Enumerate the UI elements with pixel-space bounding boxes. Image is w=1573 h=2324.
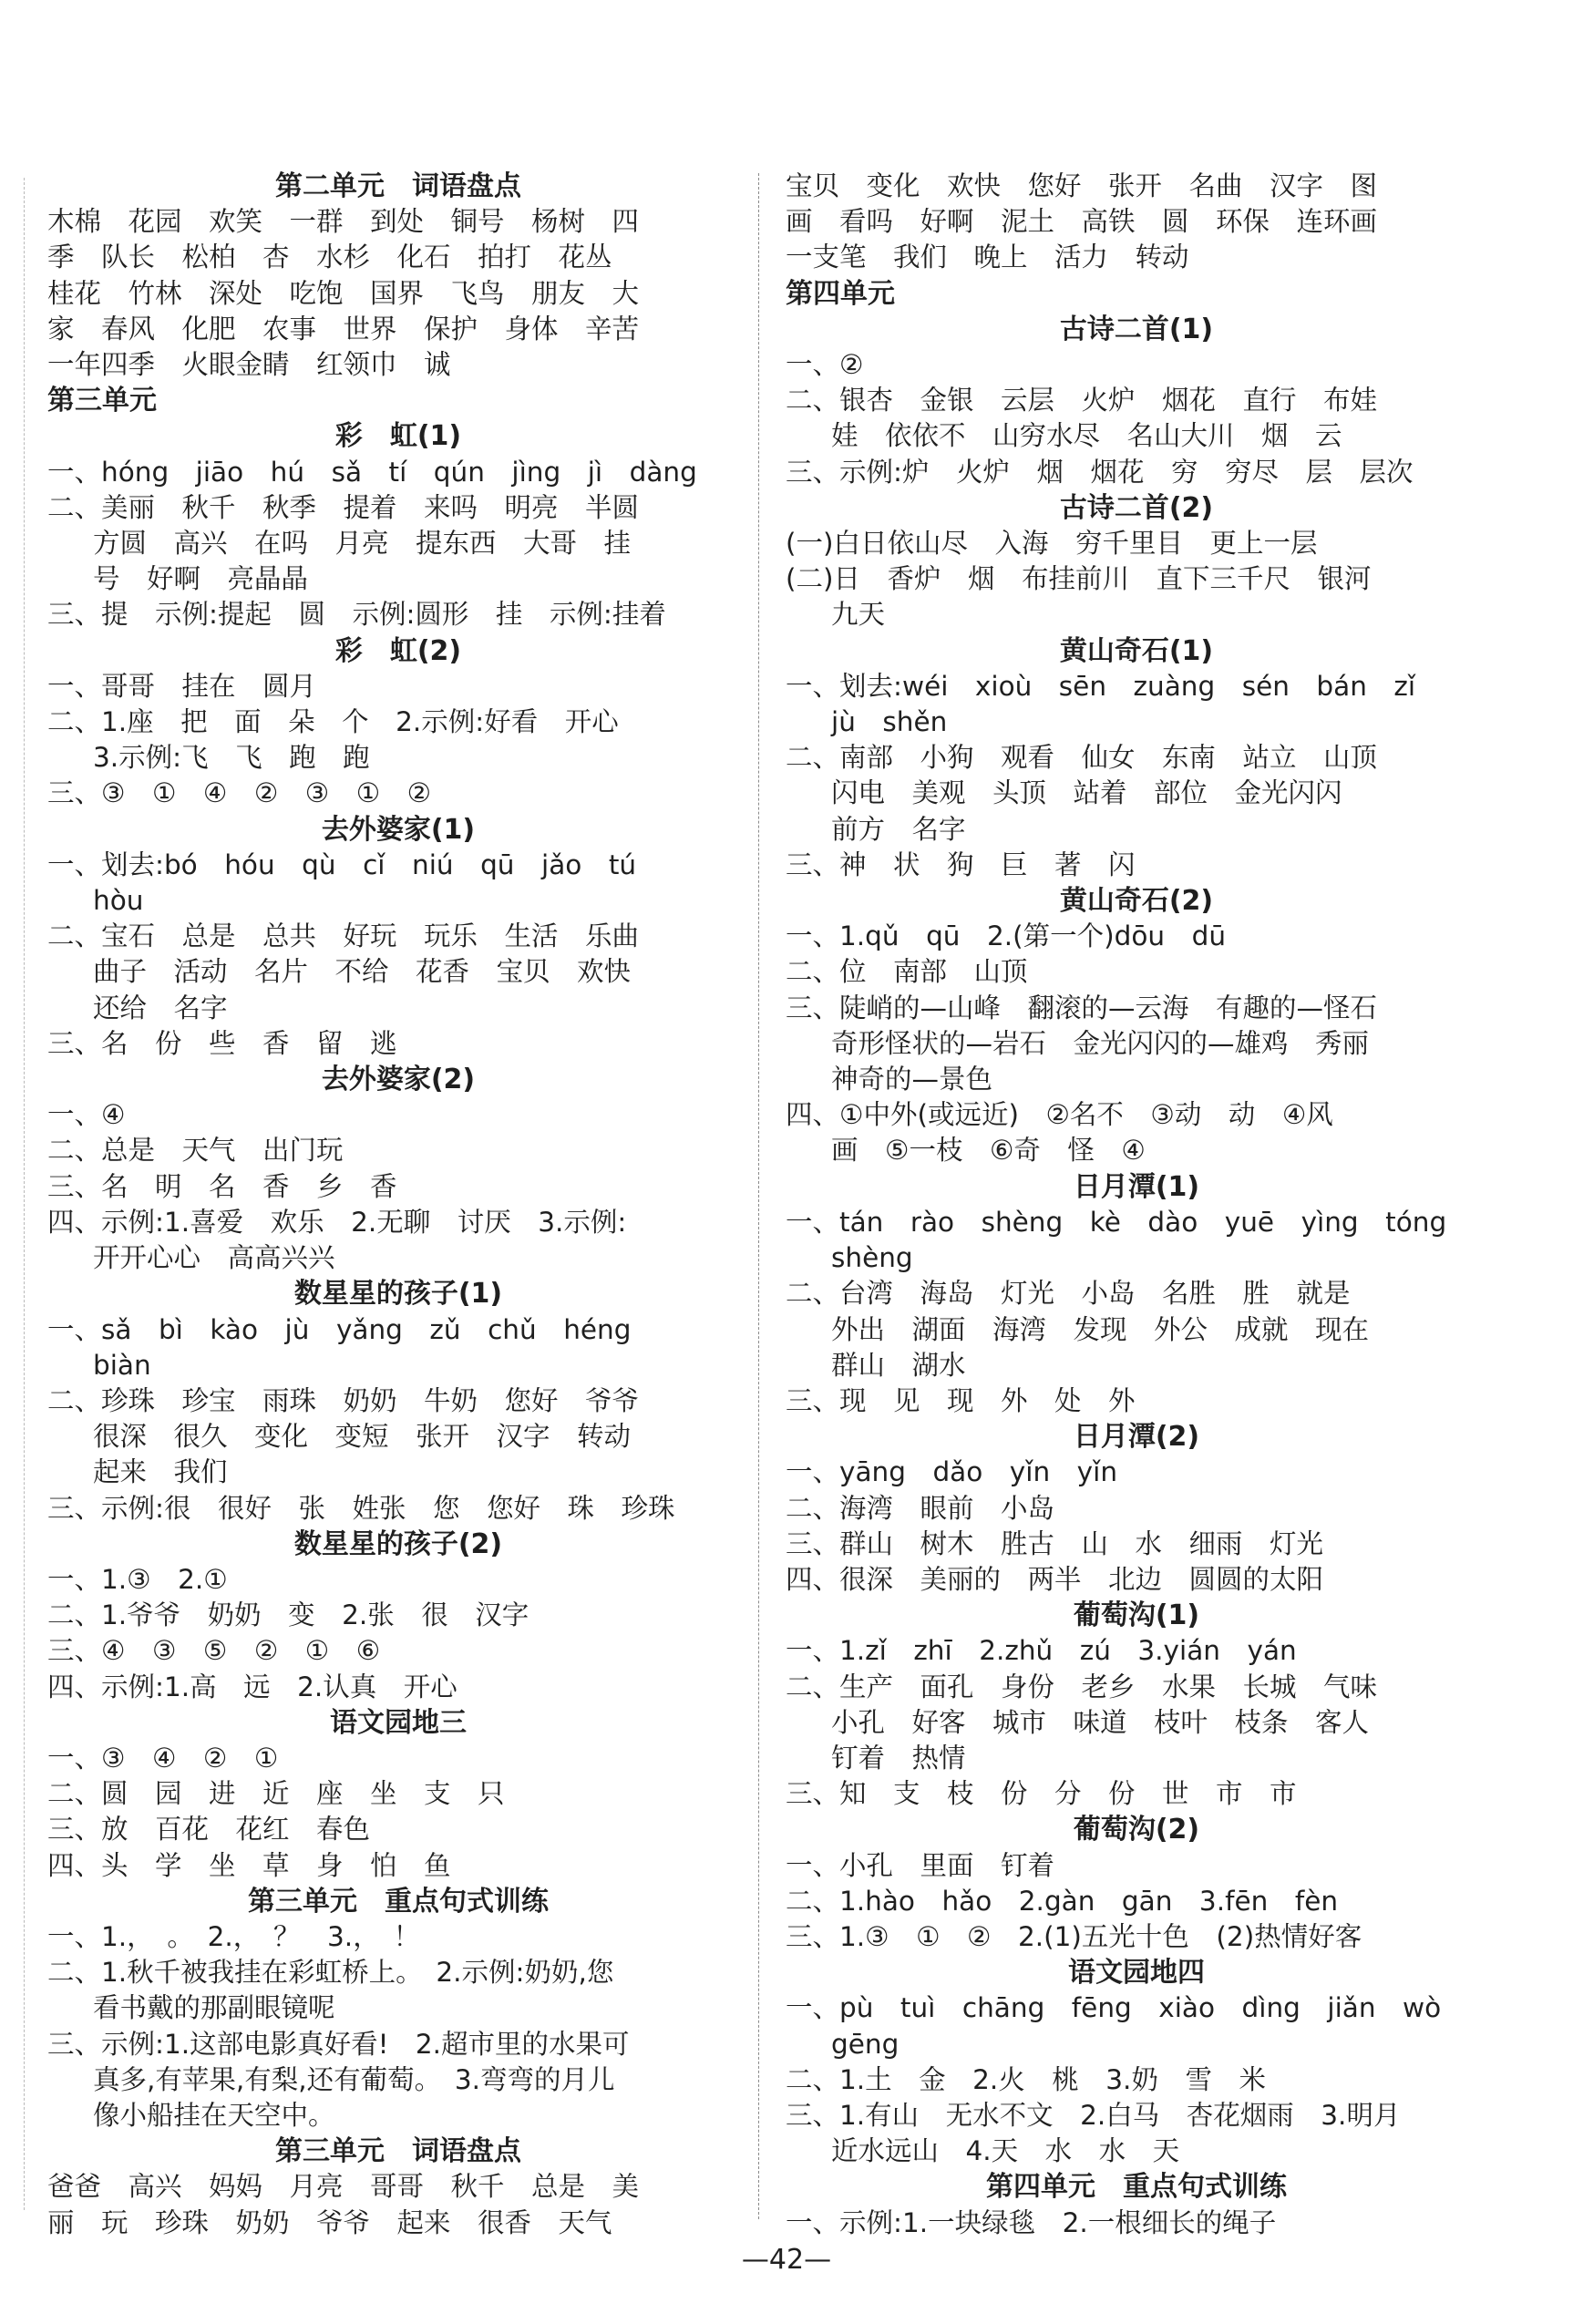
unit-heading: 第三单元 (47, 385, 157, 417)
answer-line: 三、示例:1.这部电影真好看! 2.超市里的水果可 (47, 2028, 630, 2060)
answer-line: 三、名 份 些 香 留 逃 (47, 1027, 397, 1059)
answer-line: 二、南部 小狗 观看 仙女 东南 站立 山顶 (786, 742, 1378, 774)
answer-continuation-line: 前方 名字 (831, 813, 966, 845)
answer-line: 木棉 花园 欢笑 一群 到处 铜号 杨树 四 (47, 206, 640, 238)
answer-continuation-line: shèng (831, 1242, 913, 1274)
lesson-heading: 彩 虹(1) (334, 420, 462, 453)
answer-line: 一、小孔 里面 钉着 (786, 1849, 1055, 1881)
answer-line: 一、③ ④ ② ① (47, 1742, 279, 1774)
lesson-heading: 第四单元 重点句式训练 (986, 2171, 1287, 2204)
answer-continuation-line: 钉着 热情 (831, 1742, 966, 1774)
answer-line: (二)日 香炉 烟 布挂前川 直下三千尺 银河 (786, 563, 1372, 595)
left-margin-rule (24, 178, 25, 2210)
answer-line: 三、1.③ ① ② 2.(1)五光十色 (2)热情好客 (786, 1920, 1362, 1952)
answer-line: 二、1.土 金 2.火 桃 3.奶 雪 米 (786, 2063, 1266, 2095)
lesson-heading: 葡萄沟(1) (1073, 1599, 1200, 1632)
answer-line: 季 队长 松柏 杏 水杉 化石 拍打 花丛 (47, 242, 612, 273)
lesson-heading: 第三单元 重点句式训练 (248, 1885, 549, 1918)
answer-line: 三、示例:很 很好 张 姓张 您 您好 珠 珍珠 (47, 1492, 675, 1524)
answer-line: 二、位 南部 山顶 (786, 956, 1028, 988)
answer-continuation-line: 起来 我们 (93, 1456, 228, 1488)
answer-continuation-line: 真多,有苹果,有梨,还有葡萄。 3.弯弯的月儿 (93, 2063, 615, 2095)
answer-continuation-line: 近水远山 4.天 水 水 天 (831, 2135, 1180, 2167)
answer-continuation-line: 开开心心 高高兴兴 (93, 1242, 335, 1274)
answer-line: 二、圆 园 进 近 座 坐 支 只 (47, 1778, 505, 1810)
answer-continuation-line: 奇形怪状的—岩石 金光闪闪的—雄鸡 秀丽 (831, 1027, 1370, 1059)
lesson-heading: 古诗二首(2) (1059, 491, 1214, 524)
lesson-heading: 去外婆家(1) (321, 813, 476, 846)
answer-line: 桂花 竹林 深处 吃饱 国界 飞鸟 朋友 大 (47, 277, 640, 309)
answer-line: 二、珍珠 珍宝 雨珠 奶奶 牛奶 您好 爷爷 (47, 1384, 640, 1416)
lesson-heading: 彩 虹(2) (334, 634, 462, 667)
answer-continuation-line: 看书戴的那副眼镜呢 (93, 1992, 335, 2024)
answer-line: 三、1.有山 无水不文 2.白马 杏花烟雨 3.明月 (786, 2099, 1401, 2131)
answer-continuation-line: 九天 (831, 599, 886, 631)
answer-continuation-line: 像小船挂在天空中。 (93, 2099, 335, 2131)
lesson-heading: 数星星的孩子(1) (293, 1278, 503, 1311)
answer-line: 二、1.秋千被我挂在彩虹桥上。 2.示例:奶奶,您 (47, 1957, 614, 1989)
lesson-heading: 黄山奇石(1) (1059, 634, 1214, 667)
lesson-heading: 语文园地三 (330, 1706, 467, 1739)
answer-line: 画 看吗 好啊 泥土 高铁 圆 环保 连环画 (786, 206, 1378, 238)
answer-continuation-line: 小孔 好客 城市 味道 枝叶 枝条 客人 (831, 1706, 1370, 1738)
lesson-heading: 黄山奇石(2) (1059, 885, 1214, 918)
answer-line: 一、yāng dǎo yǐn yǐn (786, 1456, 1118, 1488)
answer-line: 二、生产 面孔 身份 老乡 水果 长城 气味 (786, 1671, 1378, 1702)
answer-line: 二、1.hào hǎo 2.gàn gān 3.fēn fèn (786, 1885, 1339, 1917)
lesson-heading: 日月潭(2) (1073, 1421, 1200, 1454)
answer-continuation-line: 号 好啊 亮晶晶 (93, 563, 309, 595)
answer-line: 一、哥哥 挂在 圆月 (47, 670, 317, 702)
answer-line: 宝贝 变化 欢快 您好 张开 名曲 汉字 图 (786, 170, 1378, 201)
answer-line: 三、群山 树木 胜古 山 水 细雨 灯光 (786, 1527, 1324, 1559)
unit-heading: 第四单元 (786, 277, 895, 310)
answer-line: 四、①中外(或远近) ②名不 ③动 动 ④风 (786, 1099, 1333, 1131)
answer-continuation-line: jù shěn (831, 706, 948, 738)
answer-line: 家 春风 化肥 农事 世界 保护 身体 辛苦 (47, 313, 640, 344)
answer-line: 一、划去:wéi xioù sēn zuàng sén bán zǐ (786, 670, 1416, 702)
answer-line: 三、③ ① ④ ② ③ ① ② (47, 777, 432, 809)
answer-line: 三、放 百花 花红 春色 (47, 1814, 371, 1846)
answer-line: 三、神 状 狗 巨 著 闪 (786, 848, 1136, 880)
answer-line: 二、银杏 金银 云层 火炉 烟花 直行 布娃 (786, 385, 1378, 416)
answer-line: 四、很深 美丽的 两半 北边 圆圆的太阳 (786, 1563, 1324, 1595)
answer-continuation-line: hòu (93, 885, 144, 917)
page-number: —42— (741, 2244, 832, 2276)
answer-continuation-line: 曲子 活动 名片 不给 花香 宝贝 欢快 (93, 956, 632, 988)
answer-line: 一、hóng jiāo hú sǎ tí qún jìng jì dàng (47, 456, 697, 488)
answer-line: 一、1.， 。 2.， ？ 3.， ！ (47, 1920, 420, 1952)
answer-continuation-line: biàn (93, 1349, 151, 1381)
answer-continuation-line: 闪电 美观 头顶 站着 部位 金光闪闪 (831, 777, 1342, 809)
answer-line: 爸爸 高兴 妈妈 月亮 哥哥 秋千 总是 美 (47, 2171, 640, 2203)
answer-line: 三、现 见 现 外 处 外 (786, 1384, 1136, 1416)
lesson-heading: 古诗二首(1) (1059, 313, 1214, 345)
left-answer-column (47, 169, 749, 2241)
answer-continuation-line: 画 ⑤一枝 ⑥奇 怪 ④ (831, 1135, 1146, 1167)
lesson-heading: 日月潭(1) (1073, 1170, 1200, 1203)
answer-continuation-line: 3.示例:飞 飞 跑 跑 (93, 742, 370, 774)
answer-line: 一、划去:bó hóu qù cǐ niú qū jǎo tú (47, 848, 637, 880)
right-answer-column (786, 169, 1487, 2241)
lesson-heading: 数星星的孩子(2) (293, 1527, 503, 1560)
answer-line: 四、示例:1.高 远 2.认真 开心 (47, 1671, 458, 1702)
column-divider (758, 173, 759, 2219)
answer-line: 一、1.zǐ zhī 2.zhǔ zú 3.yián yán (786, 1635, 1297, 1667)
answer-line: (一)白日依山尽 入海 穷千里目 更上一层 (786, 528, 1318, 560)
lesson-heading: 葡萄沟(2) (1073, 1814, 1200, 1846)
answer-line: 一、示例:1.一块绿毯 2.一根细长的绳子 (786, 2206, 1277, 2238)
answer-line: 三、知 支 枝 份 分 份 世 市 市 (786, 1778, 1297, 1810)
answer-line: 三、陡峭的—山峰 翻滚的—云海 有趣的—怪石 (786, 992, 1378, 1023)
answer-line: 二、美丽 秋千 秋季 提着 来吗 明亮 半圆 (47, 491, 640, 523)
answer-continuation-line: 群山 湖水 (831, 1349, 966, 1381)
answer-line: 二、宝石 总是 总共 好玩 玩乐 生活 乐曲 (47, 920, 640, 952)
answer-line: 一、sǎ bì kào jù yǎng zǔ chǔ héng (47, 1313, 632, 1345)
answer-line: 一支笔 我们 晚上 活力 转动 (786, 242, 1189, 273)
answer-line: 三、提 示例:提起 圆 示例:圆形 挂 示例:挂着 (47, 599, 666, 631)
answer-line: 四、示例:1.喜爱 欢乐 2.无聊 讨厌 3.示例: (47, 1206, 627, 1238)
answer-line: 三、示例:炉 火炉 烟 烟花 穷 穷尽 层 层次 (786, 456, 1414, 488)
answer-continuation-line: 神奇的—景色 (831, 1064, 993, 1095)
answer-continuation-line: 还给 名字 (93, 992, 228, 1023)
answer-line: 一、④ (47, 1099, 126, 1131)
answer-line: 二、1.座 把 面 朵 个 2.示例:好看 开心 (47, 706, 619, 738)
answer-line: 三、④ ③ ⑤ ② ① ⑥ (47, 1635, 381, 1667)
answer-line: 一、pù tuì chāng fēng xiào dìng jiǎn wò (786, 1992, 1442, 2024)
answer-line: 一、1.qǔ qū 2.(第一个)dōu dū (786, 920, 1227, 952)
answer-continuation-line: 娃 依依不 山穷水尽 名山大川 烟 云 (831, 420, 1342, 452)
lesson-heading: 第三单元 词语盘点 (275, 2135, 521, 2168)
answer-line: 二、海湾 眼前 小岛 (786, 1492, 1055, 1524)
answer-continuation-line: gēng (831, 2028, 900, 2060)
answer-line: 一、1.③ 2.① (47, 1563, 228, 1595)
answer-continuation-line: 很深 很久 变化 变短 张开 汉字 转动 (93, 1421, 632, 1453)
answer-line: 二、总是 天气 出门玩 (47, 1135, 344, 1167)
answer-line: 一年四季 火眼金睛 红领巾 诚 (47, 349, 451, 381)
answer-line: 一、tán rào shèng kè dào yuē yìng tóng (786, 1206, 1447, 1238)
answer-continuation-line: 方圆 高兴 在吗 月亮 提东西 大哥 挂 (93, 528, 632, 560)
answer-line: 四、头 学 坐 草 身 怕 鱼 (47, 1849, 451, 1881)
answer-line: 三、名 明 名 香 乡 香 (47, 1170, 397, 1202)
answer-line: 二、1.爷爷 奶奶 变 2.张 很 汉字 (47, 1599, 529, 1631)
answer-line: 丽 玩 珍珠 奶奶 爷爷 起来 很香 天气 (47, 2206, 612, 2238)
answer-line: 二、台湾 海岛 灯光 小岛 名胜 胜 就是 (786, 1278, 1351, 1310)
lesson-heading: 语文园地四 (1068, 1957, 1205, 1990)
answer-line: 一、② (786, 349, 864, 381)
lesson-heading: 第二单元 词语盘点 (275, 170, 521, 202)
lesson-heading: 去外婆家(2) (321, 1064, 476, 1096)
answer-continuation-line: 外出 湖面 海湾 发现 外公 成就 现在 (831, 1313, 1370, 1345)
